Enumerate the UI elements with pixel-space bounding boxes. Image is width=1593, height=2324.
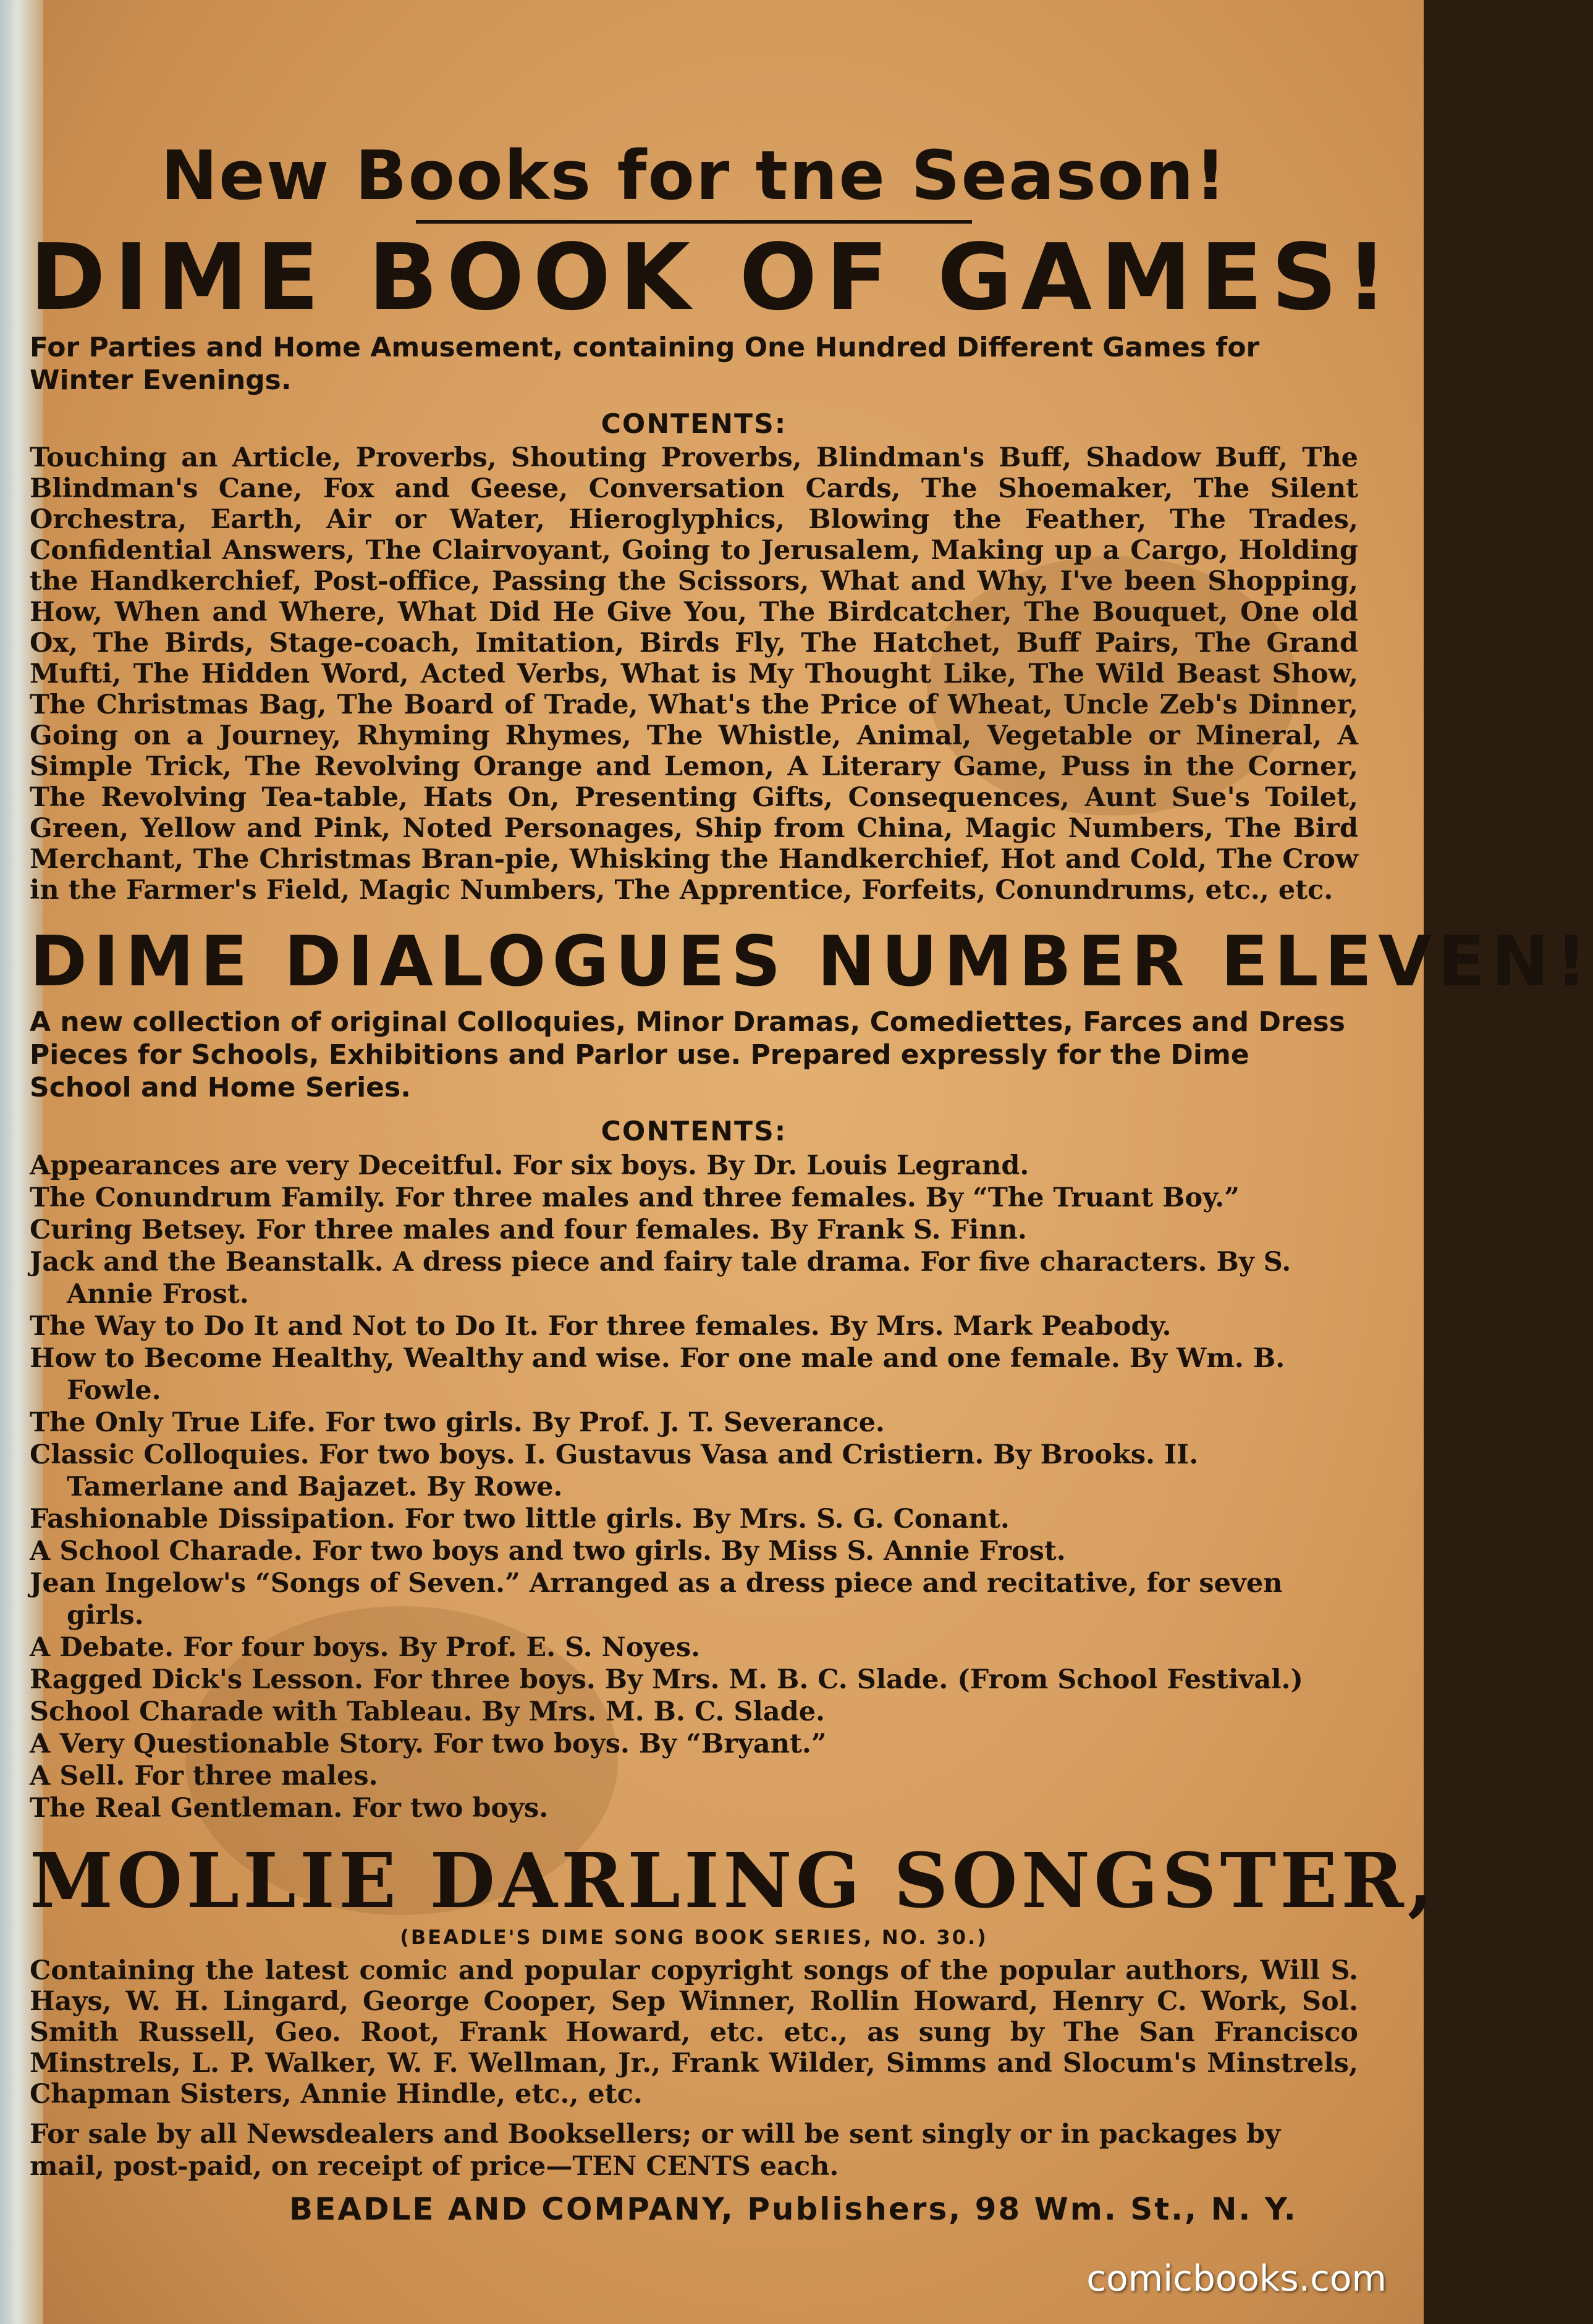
list-item: A Very Questionable Story. For two boys. By “Bryant.” — [30, 1728, 827, 1759]
list-item: Ragged Dick's Lesson. For three boys. By Mrs. M. B. C. Slade. (From School Festival.) — [30, 1664, 1303, 1695]
songster-series: (BEADLE'S DIME SONG BOOK SERIES, NO. 30.) — [400, 1925, 988, 1949]
songster-title: MOLLIE DARLING SONGSTER, — [30, 1835, 1438, 1925]
list-item: A Sell. For three males. — [30, 1760, 378, 1791]
list-item: Jack and the Beanstalk. A dress piece and fairy tale drama. For five characters. By S. Annie Frost. — [30, 1246, 1291, 1310]
list-item: Appearances are very Deceitful. For six boys. By Dr. Louis Legrand. — [30, 1150, 1029, 1181]
list-item: Curing Betsey. For three males and four females. By Frank S. Finn. — [30, 1214, 1027, 1245]
list-item: The Conundrum Family. For three males and three females. By “The Truant Boy.” — [30, 1182, 1240, 1213]
list-item: The Only True Life. For two girls. By Prof. J. T. Severance. — [30, 1407, 885, 1438]
list-item: Classic Colloquies. For two boys. I. Gustavus Vasa and Cristiern. By Brooks. II. Tamerlane and Bajazet. By Rowe. — [30, 1439, 1199, 1502]
list-item: Jean Ingelow's “Songs of Seven.” Arranged as a dress piece and recitative, for seven girls. — [30, 1567, 1283, 1631]
dialogues-entries — [30, 1150, 1358, 1824]
games-contents-text: Touching an Article, Proverbs, Shouting Proverbs, Blindman's Buff, Shadow Buff, The Blindman's Cane, Fox and Geese, Conversation Cards, The Shoemaker, The Silent Orchestra, Earth, Air or Water, Hieroglyphics, Blowing the Feather, The Trades, Confidential Answers, The Clairvoyant, Going to Jerusalem, Making up a Cargo, Holding the Handkerchief, Post-office, Passing the Scissors, What and Why, I've been Shopping, How, When and Where, What Did He Give You, The Birdcatcher, The Bouquet, One old Ox, The Birds, Stage-coach, Imitation, Birds Fly, The Hatchet, Buff Pairs, The Grand Mufti, The Hidden Word, Acted Verbs, What is My Thought Like, The Wild Beast Show, The Christmas Bag, The Board of Trade, What's the Price of Wheat, Uncle Zeb's Dinner, Going on a Journey, Rhyming Rhymes, The Whistle, Animal, Vegetable or Mineral, A Simple Trick, The Revolving Orange and Lemon, A Literary Game, Puss in the Corner, The Revolving Tea-table, Hats On, Presenting Gifts, Consequences, Aunt Sue's Toilet, Green, Yellow and Pink, Noted Personages, Ship from China, Magic Numbers, The Bird Merchant, The Christmas Bran-pie, Whisking the Handkerchief, Hot and Cold, The Crow in the Farmer's Field, Magic Numbers, The Apprentice, Forfeits, Conundrums, etc., etc. — [30, 442, 1358, 906]
advertisement-content — [30, 136, 1593, 2227]
list-item: How to Become Healthy, Wealthy and wise. For one male and one female. By Wm. B. Fowle. — [30, 1342, 1285, 1406]
list-item: The Way to Do It and Not to Do It. For three females. By Mrs. Mark Peabody. — [30, 1310, 1172, 1342]
list-item: The Real Gentleman. For two boys. — [30, 1792, 549, 1824]
games-subtitle: For Parties and Home Amusement, containing One Hundred Different Games for Winter Evenings. — [30, 332, 1260, 397]
sale-notice: For sale by all Newsdealers and Booksellers; or will be sent singly or in packages by mail, post-paid, on receipt of price—TEN CENTS each. — [30, 2118, 1281, 2182]
site-watermark: comicbooks.com — [1086, 2257, 1387, 2299]
list-item: A School Charade. For two boys and two girls. By Miss S. Annie Frost. — [30, 1535, 1066, 1567]
heading-rule — [416, 220, 972, 224]
dialogues-subtitle: A new collection of original Colloquies, Minor Dramas, Comediettes, Farces and Dress Pieces for Schools, Exhibitions and Parlor use. Prepared expressly for the Dime School and Home Series. — [30, 1006, 1345, 1103]
dialogues-contents-heading: CONTENTS: — [601, 1115, 787, 1147]
season-heading: New Books for tne Season! — [161, 136, 1227, 215]
list-item: School Charade with Tableau. By Mrs. M. B. C. Slade. — [30, 1696, 826, 1727]
dialogues-title: DIME DIALOGUES NUMBER ELEVEN! — [30, 921, 1593, 1002]
list-item: A Debate. For four boys. By Prof. E. S. Noyes. — [30, 1631, 701, 1663]
games-contents-heading: CONTENTS: — [601, 408, 787, 440]
list-item: Fashionable Dissipation. For two little girls. By Mrs. S. G. Conant. — [30, 1503, 1010, 1535]
songster-description: Containing the latest comic and popular copyright songs of the popular authors, Will S. Hays, W. H. Lingard, George Cooper, Sep Winner, Rollin Howard, Henry C. Work, Sol. Smith Russell, Geo. Root, Frank Howard, etc. etc., as sung by The San Francisco Minstrels, L. P. Walker, W. F. Wellman, Jr., Frank Wilder, Simms and Slocum's Minstrels, Chapman Sisters, Annie Hindle, etc., etc. — [30, 1955, 1358, 2110]
publisher-line: BEADLE AND COMPANY, Publishers, 98 Wm. St., N. Y. — [289, 2191, 1298, 2227]
games-title: DIME BOOK OF GAMES! — [30, 224, 1397, 330]
